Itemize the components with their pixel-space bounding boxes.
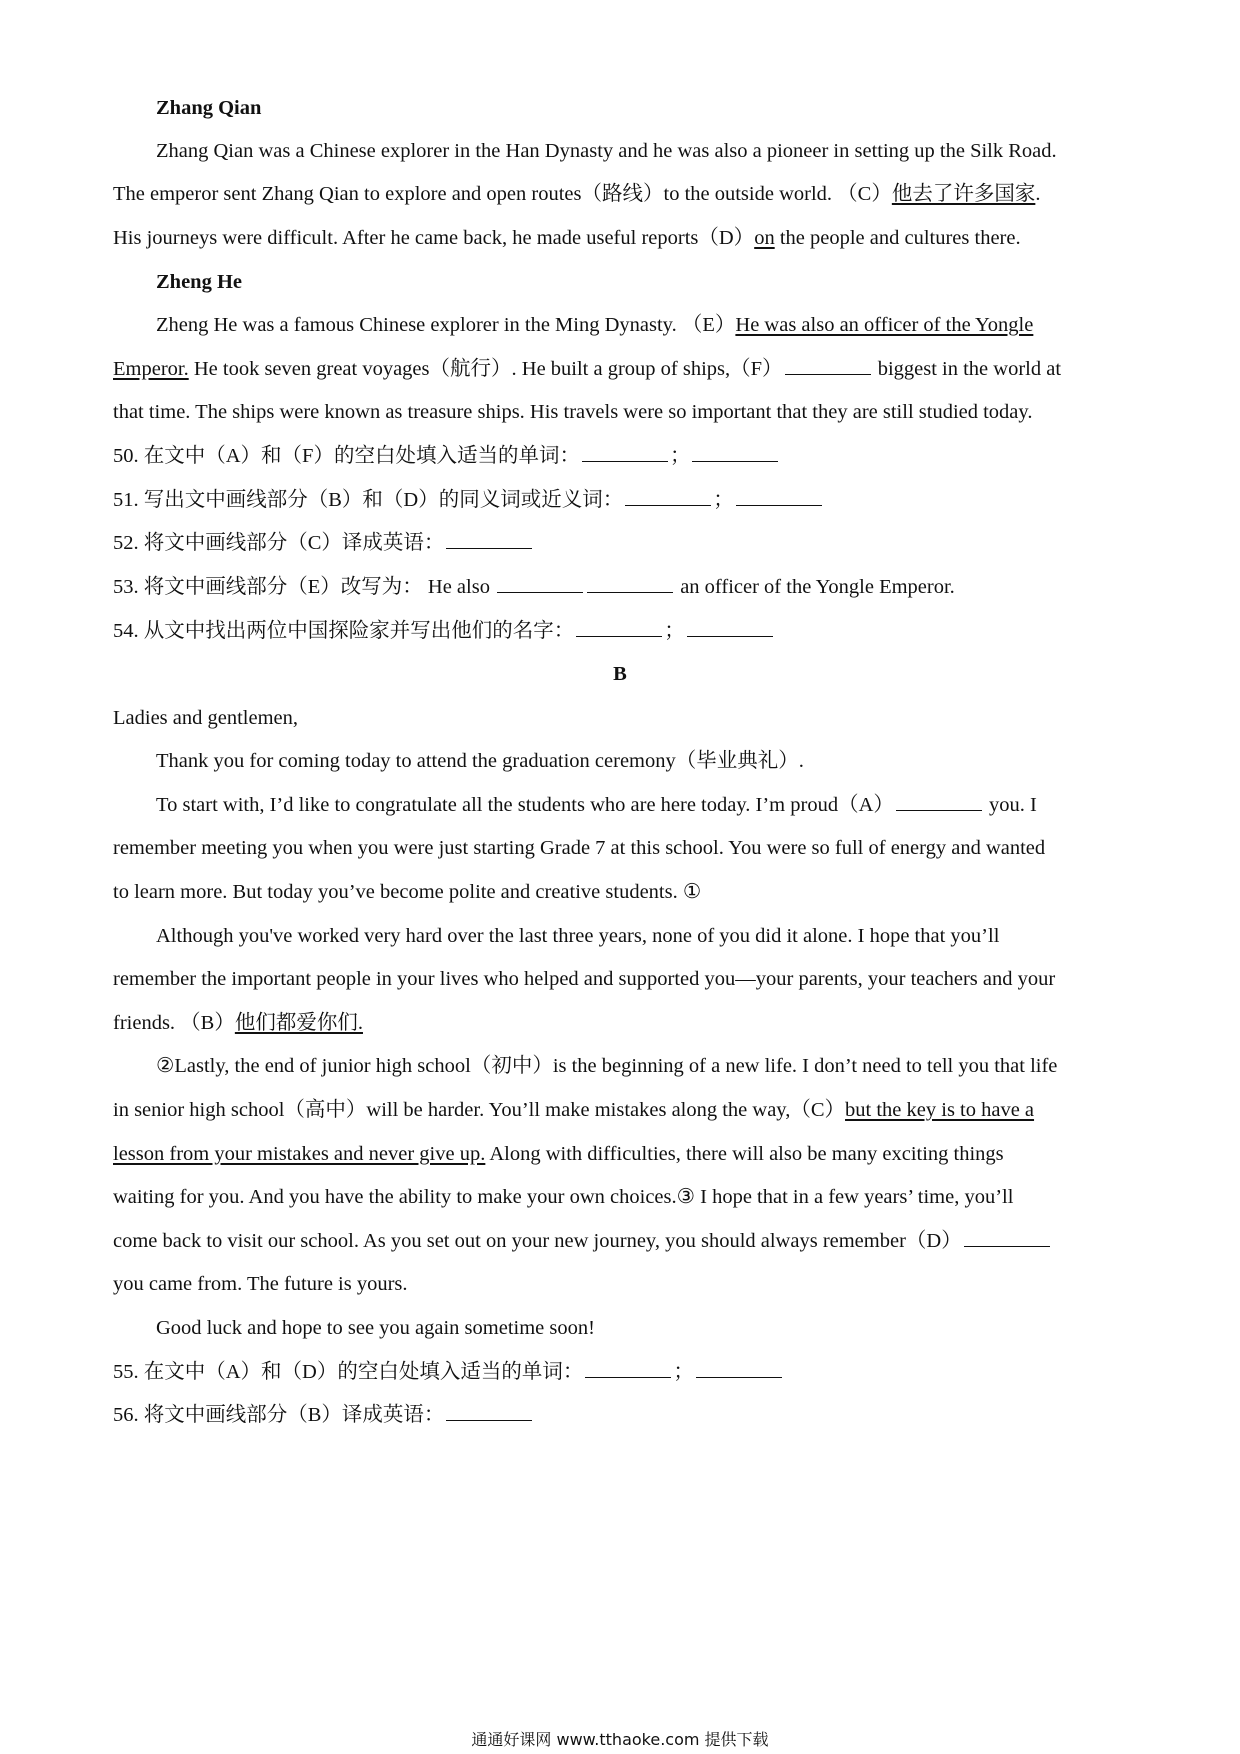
speech-paragraph-2-line-1 [156,791,1176,819]
separator: ； [713,489,734,511]
speech-paragraph-1: Thank you for coming today to attend the graduation ceremony（毕业典礼）. [156,750,804,772]
speech-paragraph-5: Good luck and hope to see you again sometime soon! [156,1317,595,1339]
separator: ； [669,445,691,467]
speech-paragraph-3-line-2: remember the important people in your lives who helped and supported you—your parents, your teachers and your [113,968,1056,990]
underlined-e: He was also an officer of the Yongle [735,314,1034,336]
zq-paragraph-line-3 [113,224,1133,252]
speech-paragraph-3-line-1: Although you've worked very hard over the last three years, none of you did it alone. I hope that you’ll [156,925,1000,947]
blank-d[interactable] [964,1228,1050,1247]
text-run: come back to visit our school. As you set out on your new journey, you should always remember（D） [113,1230,962,1252]
text-run: To start with, I’d like to congratulate all the students who are here today. I’m proud（A） [156,794,894,816]
separator: ； [673,1361,694,1383]
question-text: 54. 从文中找出两位中国探险家并写出他们的名字： [113,620,575,642]
zh-paragraph-line-3: that time. The ships were known as treasure ships. His travels were so important that they are still studied today. [113,401,1033,423]
speech-paragraph-4-line-5 [113,1227,1133,1255]
text-run: He took seven great voyages（航行）. He built a group of ships,（F） [188,358,783,380]
underlined-c: 他去了许多国家 [891,183,1036,205]
zh-paragraph-line-1 [156,311,1176,339]
underlined-e-cont: Emperor. [113,358,189,380]
text-run: biggest in the world at [872,358,1062,380]
speech-paragraph-4-line-1: ②Lastly, the end of junior high school（初中）is the beginning of a new life. I don’t need to tell you that life [156,1055,1058,1077]
text-run: in senior high school（高中）will be harder. You’ll make mistakes along the way,（C） [113,1099,846,1121]
blank-f[interactable] [785,356,871,375]
answer-blank[interactable] [587,574,673,593]
underlined-c: but the key is to have a [845,1099,1035,1121]
question-text: an officer of the Yongle Emperor. [675,576,955,598]
speech-paragraph-4-line-2 [113,1096,1133,1124]
answer-blank[interactable] [585,1359,671,1378]
question-text: 52. 将文中画线部分（C）译成英语： [113,532,445,554]
underlined-c-cont: lesson from your mistakes and never give up. [113,1143,486,1165]
text-run: . [1035,183,1041,205]
speech-paragraph-3-line-3 [113,1009,1133,1037]
answer-blank[interactable] [687,618,773,637]
answer-blank[interactable] [692,443,778,462]
question-53 [113,573,1133,601]
answer-blank[interactable] [446,1402,532,1421]
underlined-b: 他们都爱你们. [234,1012,363,1034]
answer-blank[interactable] [582,443,668,462]
question-text: 55. 在文中（A）和（D）的空白处填入适当的单词： [113,1361,584,1383]
speech-paragraph-4-line-4: waiting for you. And you have the ability to make your own choices.③ I hope that in a few years’ time, you’ll [113,1186,1014,1208]
blank-a[interactable] [896,792,982,811]
section-b-label: B [613,663,627,685]
answer-blank[interactable] [446,530,532,549]
zq-paragraph-line-2 [113,180,1133,208]
speech-paragraph-2-line-3: to learn more. But today you’ve become polite and creative students. ① [113,881,702,903]
question-52 [113,529,1133,557]
answer-blank[interactable] [625,487,711,506]
heading-zheng-he: Zheng He [156,271,242,293]
text-run: The emperor sent Zhang Qian to explore and open routes（路线）to the outside world. （C） [113,183,892,205]
text-run: the people and cultures there. [774,227,1021,249]
question-text: 56. 将文中画线部分（B）译成英语： [113,1404,445,1426]
heading-zhang-qian: Zhang Qian [156,97,262,119]
question-55 [113,1358,1133,1386]
answer-blank[interactable] [696,1359,782,1378]
zq-paragraph-line-1: Zhang Qian was a Chinese explorer in the Han Dynasty and he was also a pioneer in setting up the Silk Road. [156,140,1057,162]
speech-paragraph-2-line-2: remember meeting you when you were just starting Grade 7 at this school. You were so full of energy and wanted [113,837,1046,859]
question-51 [113,486,1133,514]
answer-blank[interactable] [576,618,662,637]
question-56 [113,1401,1133,1429]
page-footer: 通通好课网 www.tthaoke.com 提供下载 [471,1730,769,1749]
text-run: Along with difficulties, there will also be many exciting things [485,1143,1004,1165]
text-run: His journeys were difficult. After he came back, he made useful reports（D） [113,227,755,249]
speech-paragraph-4-line-3 [113,1140,1133,1168]
separator: ； [664,620,685,642]
greeting: Ladies and gentlemen, [113,707,299,729]
text-run: Zheng He was a famous Chinese explorer in the Ming Dynasty. （E） [156,314,736,336]
answer-blank[interactable] [736,487,822,506]
text-run: you. I [983,794,1037,816]
text-run: friends. （B） [113,1012,235,1034]
question-text: 50. 在文中（A）和（F）的空白处填入适当的单词： [113,445,580,467]
underlined-d: on [754,227,775,249]
question-50 [113,442,1133,470]
speech-paragraph-4-line-6: you came from. The future is yours. [113,1273,408,1295]
question-text: 53. 将文中画线部分（E）改写为： He also [113,576,490,598]
question-text: 51. 写出文中画线部分（B）和（D）的同义词或近义词： [113,489,624,511]
question-54 [113,617,1133,645]
zh-paragraph-line-2 [113,355,1133,383]
answer-blank[interactable] [497,574,583,593]
